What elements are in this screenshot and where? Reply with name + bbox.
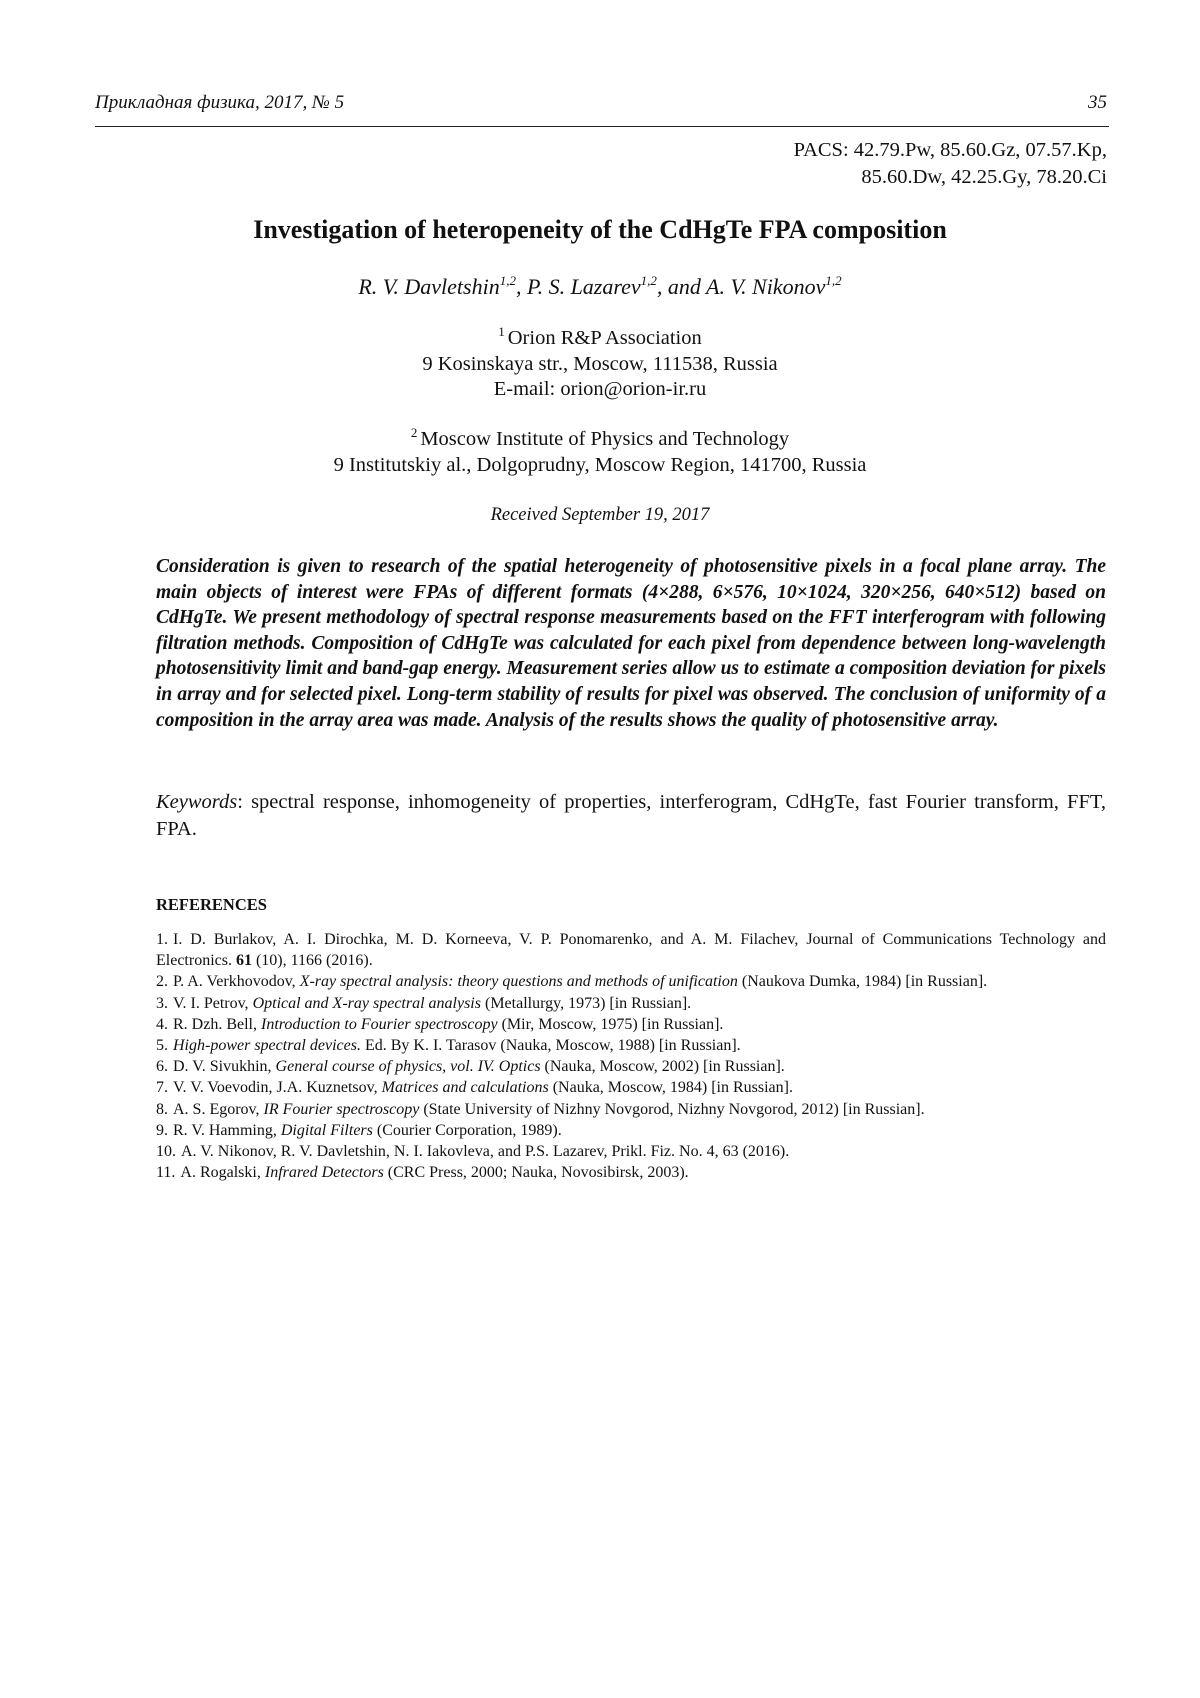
reference-title: Matrices and calculations <box>381 1079 549 1097</box>
reference-text: V. V. Voevodin, J.A. Kuznetsov, <box>173 1079 382 1097</box>
reference-item <box>156 1162 1106 1183</box>
reference-title: Digital Filters <box>280 1121 373 1139</box>
reference-text-end: (Nauka, Moscow, 2002) [in Russian]. <box>540 1058 785 1076</box>
abstract: Consideration is given to research of the spatial heterogeneity of photosensitive pixels in a focal plane array. The main objects of interest were FPAs of different formats (4×288, 6×576, 10×1024, 320×256, 640×512) based on CdHgTe. We present methodology of spectral response measurements based on the FFT interferogram with following filtration methods. Composition of CdHgTe was calculated for each pixel from dependence between long-wavelength photosensitivity limit and band-gap energy. Measurement series allow us to estimate a composition deviation for pixels in array and for selected pixel. Long-term stability of results for pixel was observed. The conclusion of uniformity of a composition in the array area was made. Analysis of the results shows the quality of photosensitive array. <box>156 556 1106 731</box>
reference-number: 5. <box>156 1037 168 1055</box>
author-affiliation-mark: 1,2 <box>640 273 657 288</box>
reference-title: X-ray spectral analysis: theory questions and methods of unification <box>299 973 738 991</box>
reference-text: D. V. Sivukhin, <box>173 1058 276 1076</box>
reference-title: Infrared Detectors <box>264 1164 384 1182</box>
reference-title: Optical and X-ray spectral analysis <box>252 994 481 1012</box>
reference-number: 9. <box>156 1121 168 1139</box>
reference-number: 2. <box>156 973 168 991</box>
author-separator: , and <box>656 274 707 299</box>
reference-item <box>156 993 1106 1014</box>
affiliation-mark: 1 <box>498 324 505 339</box>
reference-text-end: (State University of Nizhny Novgorod, Nizhny Novgorod, 2012) [in Russian]. <box>419 1100 925 1118</box>
reference-item <box>156 1056 1106 1077</box>
keywords-label: Keywords <box>156 791 238 813</box>
reference-title: Introduction to Fourier spectroscopy <box>261 1015 498 1033</box>
affiliation-1 <box>0 326 1200 403</box>
pacs-codes <box>600 137 1107 191</box>
reference-number: 4. <box>156 1015 168 1033</box>
author-name: A. V. Nikonov <box>706 274 826 299</box>
received-date: Received September 19, 2017 <box>490 505 710 525</box>
reference-text-end: (10), 1166 (2016). <box>251 952 373 970</box>
reference-text-end: (Courier Corporation, 1989). <box>372 1121 562 1139</box>
reference-text-end: (Naukova Dumka, 1984) [in Russian]. <box>737 973 988 991</box>
author-name: R. V. Davletshin <box>358 274 500 299</box>
reference-item <box>156 1014 1106 1035</box>
reference-text: R. V. Hamming, <box>173 1121 281 1139</box>
reference-item <box>156 1120 1106 1141</box>
reference-text-end: (Nauka, Moscow, 1984) [in Russian]. <box>548 1079 793 1097</box>
reference-title: General course of physics, vol. IV. Optics <box>275 1058 541 1076</box>
pacs-line-2: 85.60.Dw, 42.25.Gy, 78.20.Ci <box>861 166 1107 188</box>
affiliation-address: 9 Institutskiy al., Dolgoprudny, Moscow Region, 141700, Russia <box>333 453 867 476</box>
reference-text: A. V. Nikonov, R. V. Davletshin, N. I. Iakovleva, and P.S. Lazarev, Prikl. Fiz. No. 4, 63 (2016). <box>181 1143 790 1161</box>
reference-number: 8. <box>156 1100 168 1118</box>
reference-number: 6. <box>156 1058 168 1076</box>
reference-list <box>156 929 1106 1183</box>
paper-title: Investigation of heteropeneity of the CdHgTe FPA composition <box>253 215 947 244</box>
page-number: 35 <box>1088 92 1107 113</box>
reference-item <box>156 1141 1106 1162</box>
reference-number: 7. <box>156 1079 168 1097</box>
reference-item <box>156 1035 1106 1056</box>
author-affiliation-mark: 1,2 <box>499 273 516 288</box>
reference-text: A. Rogalski, <box>180 1164 265 1182</box>
keywords-text: : spectral response, inhomogeneity of properties, interferogram, CdHgTe, fast Fourier transform, FFT, FPA. <box>156 791 1106 840</box>
pacs-line-1: PACS: 42.79.Pw, 85.60.Gz, 07.57.Kp, <box>793 139 1107 161</box>
reference-item <box>156 1099 1106 1120</box>
reference-item <box>156 971 1106 992</box>
affiliation-2 <box>0 427 1200 478</box>
reference-number: 1. <box>156 931 168 948</box>
affiliation-address: 9 Kosinskaya str., Moscow, 111538, Russia <box>422 352 778 375</box>
reference-text-end: (Mir, Moscow, 1975) [in Russian]. <box>497 1015 724 1033</box>
reference-text-end: Ed. By K. I. Tarasov (Nauka, Moscow, 1988) [in Russian]. <box>360 1037 741 1055</box>
reference-number: 3. <box>156 994 168 1012</box>
running-head <box>95 92 1109 127</box>
reference-text: I. D. Burlakov, A. I. Dirochka, M. D. Korneeva, V. P. Ponomarenko, and A. M. Filachev, Journal of Communications Technology and Electronics. <box>156 931 1106 970</box>
reference-text: V. I. Petrov, <box>173 994 253 1012</box>
reference-text: R. Dzh. Bell, <box>173 1015 261 1033</box>
reference-item <box>156 929 1106 971</box>
affiliation-name: Moscow Institute of Physics and Technology <box>420 428 790 450</box>
reference-number: 11. <box>156 1164 176 1182</box>
affiliation-name: Orion R&P Association <box>507 327 702 349</box>
author-list <box>0 274 1200 300</box>
reference-text-end: (CRC Press, 2000; Nauka, Novosibirsk, 2003). <box>383 1164 689 1182</box>
reference-title: IR Fourier spectroscopy <box>263 1100 420 1118</box>
journal-name: Прикладная физика, 2017, № 5 <box>95 92 345 113</box>
reference-text-end: (Metallurgy, 1973) [in Russian]. <box>480 994 692 1012</box>
reference-item <box>156 1077 1106 1098</box>
reference-number: 10. <box>156 1143 176 1161</box>
affiliation-mark: 2 <box>410 425 418 440</box>
references-heading: REFERENCES <box>156 895 267 914</box>
reference-text: P. A. Verkhovodov, <box>173 973 300 991</box>
author-separator: , <box>515 274 527 299</box>
reference-title: High-power spectral devices. <box>173 1037 361 1055</box>
author-name: P. S. Lazarev <box>526 274 641 299</box>
affiliation-email: E-mail: orion@orion-ir.ru <box>493 378 707 400</box>
reference-volume: 61 <box>235 952 252 970</box>
author-affiliation-mark: 1,2 <box>825 273 842 288</box>
reference-text: A. S. Egorov, <box>173 1100 264 1118</box>
keywords <box>156 789 1106 843</box>
